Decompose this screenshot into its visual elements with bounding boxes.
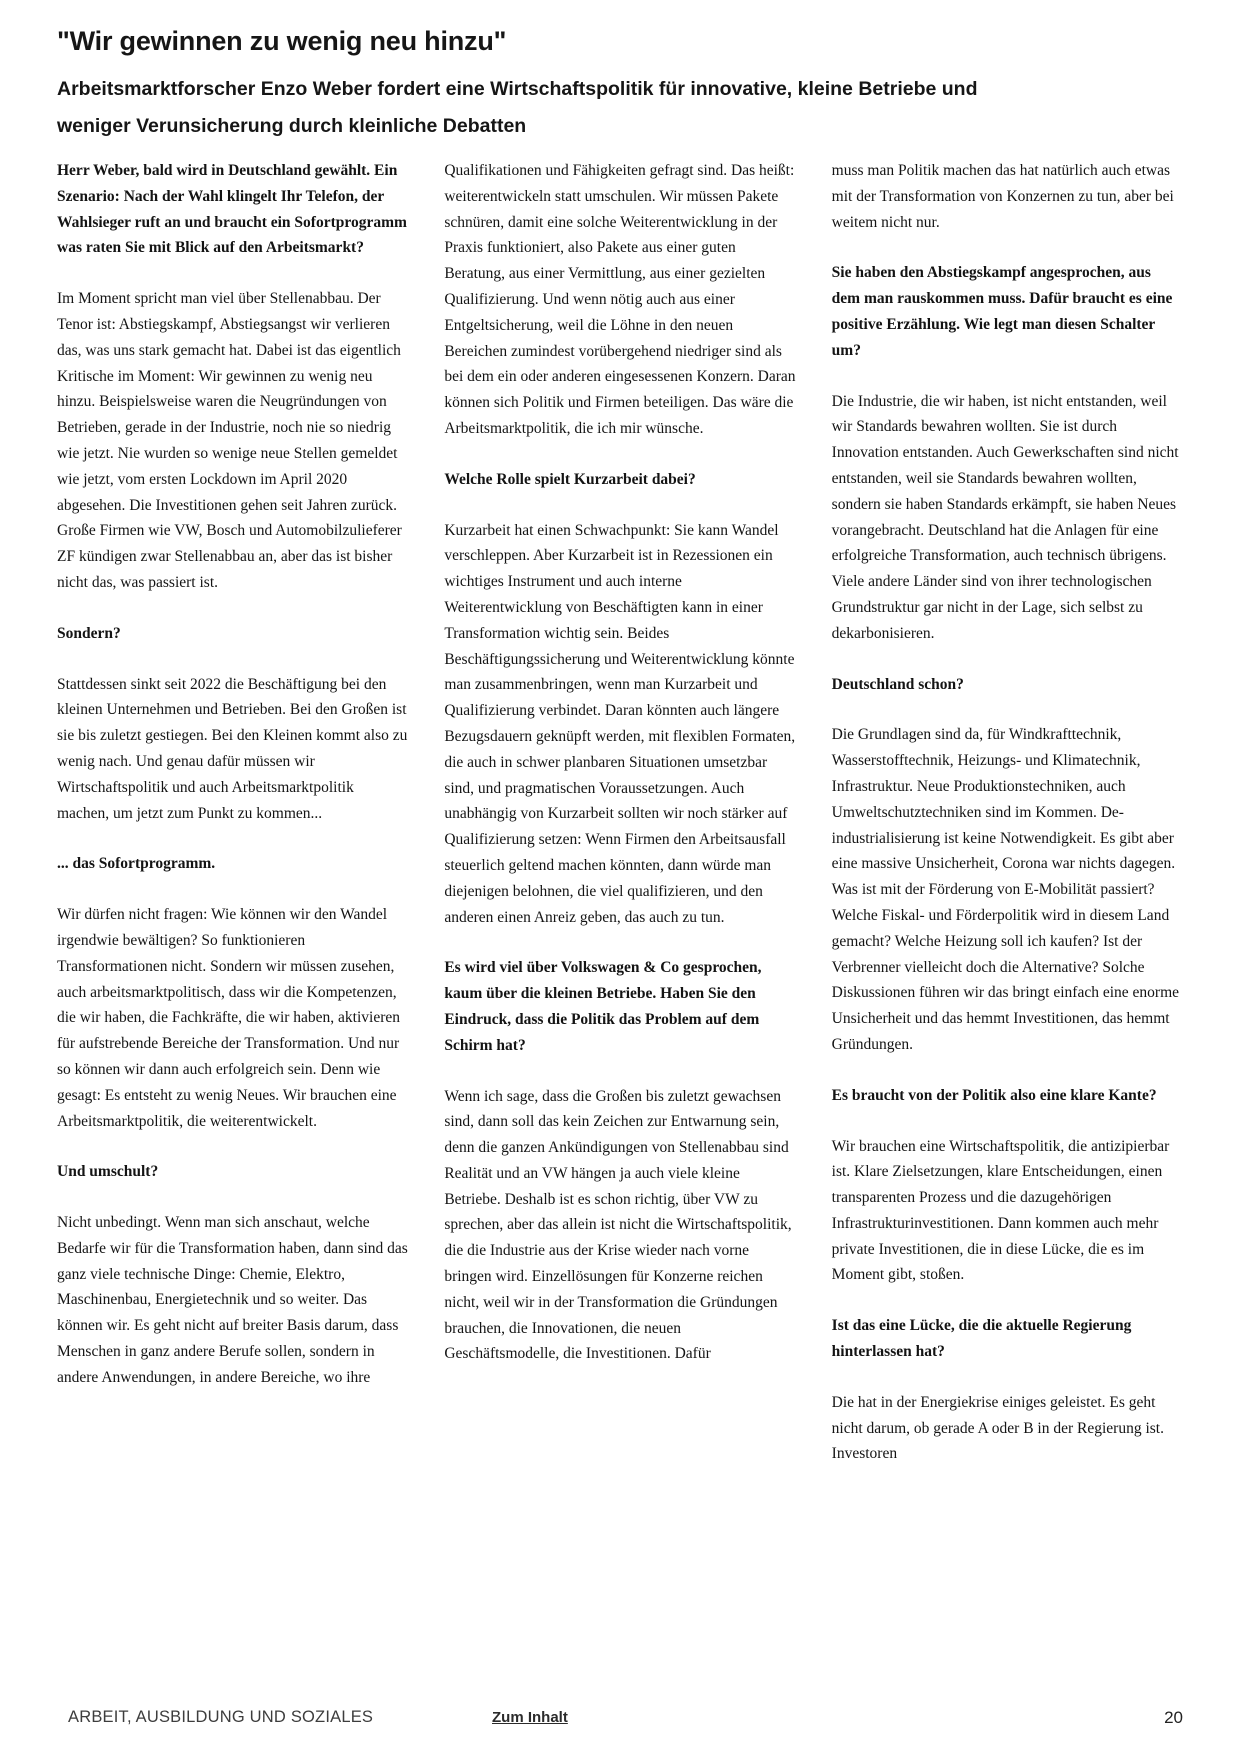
page-subtitle: Arbeitsmarktforscher Enzo Weber fordert eine Wirtschaftspolitik für innovative, kleine Betriebe und weniger Verunsicherung durch kleinliche Debatten <box>57 78 978 137</box>
interview-question: Sie haben den Abstiegskampf angesprochen, aus dem man rauskommen muss. Dafür braucht es eine positive Erzählung. Wie legt man diesen Schalter um? <box>831 264 1173 359</box>
interview-question: Ist das eine Lücke, die die aktuelle Regierung hinterlassen hat? <box>831 1317 1132 1361</box>
interview-answer: Wir brauchen eine Wirtschaftspolitik, die antizipierbar ist. Klare Zielsetzungen, klare Entscheidungen, einen transparenten Prozess und die dazugehörigen Infrastrukturinvestitionen. Dann kommen auch mehr private Investitionen, die in diese Lücke, die es im Moment gibt, stoßen. <box>831 1137 1170 1284</box>
interview-answer: Nicht unbedingt. Wenn man sich anschaut, welche Bedarfe wir für die Transformation haben, dann sind das ganz viele technische Dinge: Chemie, Elektro, Maschinenbau, Energietechnik und so weiter. Das können wir. Es geht nicht auf breiter Basis darum, dass Menschen in ganz andere Berufe sollen, sondern in andere Anwendungen, in andere Bereiche, wo ihre <box>57 1214 408 1386</box>
interview-question: ... das Sofortprogramm. <box>57 855 216 873</box>
footer-section-label: ARBEIT, AUSBILDUNG UND SOZIALES <box>68 1708 374 1726</box>
interview-answer: Im Moment spricht man viel über Stellenabbau. Der Tenor ist: Abstiegskampf, Abstiegsangst wir verlieren das, was uns stark gemacht hat. Dabei ist das eigentlich Kritische im Moment: Wir gewinnen zu wenig neu hinzu. Beispielsweise waren die Neugründungen von Betrieben, gerade in der Industrie, noch nie so niedrig wie jetzt. Nie wurden so wenige neue Stellen gemeldet wie jetzt, vom ersten Lockdown im April 2020 abgesehen. Die Investitionen gehen seit Jahren zurück. Große Firmen wie VW, Bosch und Automobilzulieferer ZF kündigen zwar Stellenabbau an, aber das ist bisher nicht das, was passiert ist. <box>57 290 402 591</box>
interview-answer: Stattdessen sinkt seit 2022 die Beschäftigung bei den kleinen Unternehmen und Betrieben. Bei den Großen ist sie bis zuletzt gestiegen. Bei den Kleinen kommt also zu wenig nach. Und genau dafür müssen wir Wirtschaftspolitik und auch Arbeitsmarktpolitik machen, um jetzt zum Punkt zu kommen... <box>57 675 408 822</box>
interview-question: Sondern? <box>57 624 121 642</box>
interview-answer: Die Industrie, die wir haben, ist nicht entstanden, weil wir Standards bewahren wollten. Sie ist durch Innovation entstanden. Auch Gewerkschaften sind nicht entstanden, weil sie Standards bewahren wollten, sondern sie haben Standards erkämpft, sie haben Neues vorangebracht. Deutschland hat die Anlagen für eine erfolgreiche Transformation, auch technisch übrigens. Viele andere Länder sind von ihrer technologischen Grundstruktur gar nicht in der Lage, sich selbst zu dekarbonisieren. <box>831 392 1179 642</box>
column-1 <box>57 158 408 1658</box>
interview-answer: Qualifikationen und Fähigkeiten gefragt sind. Das heißt: weiterentwickeln statt umschulen. Wir müssen Pakete schnüren, damit eine solche Weiterentwicklung in der Praxis funktioniert, also Pakete aus einer guten Beratung, aus einer Vermittlung, aus einer gezielten Qualifizierung. Und wenn nötig auch aus einer Entgeltsicherung, weil die Löhne in den neuen Bereichen zumindest vorübergehend niedriger sind als bei dem ein oder anderen eingesessenen Konzern. Daran können sich Politik und Firmen beteiligen. Das wäre die Arbeitsmarktpolitik, die ich mir wünsche. <box>444 162 796 437</box>
page-title: "Wir gewinnen zu wenig neu hinzu" <box>57 26 507 56</box>
interview-question: Deutschland schon? <box>831 675 964 693</box>
page-footer <box>0 1708 1240 1732</box>
interview-question: Und umschult? <box>57 1163 159 1181</box>
column-2 <box>444 158 795 1658</box>
page-number: 20 <box>1164 1708 1183 1727</box>
interview-answer: Wir dürfen nicht fragen: Wie können wir den Wandel irgendwie bewältigen? So funktionieren Transformationen nicht. Sondern wir müssen zusehen, auch arbeitsmarktpolitisch, dass wir die Kompetenzen, die wir haben, die Fachkräfte, die wir haben, aktivieren für aufstrebende Bereiche der Transformation. Und nur so können wir dann auch erfolgreich sein. Denn wie gesagt: Es entsteht zu wenig Neues. Wir brauchen eine Arbeitsmarktpolitik, die weiterentwickelt. <box>57 906 401 1130</box>
article-body <box>0 158 1240 1658</box>
interview-question: Herr Weber, bald wird in Deutschland gewählt. Ein Szenario: Nach der Wahl klingelt Ihr Telefon, der Wahlsieger ruft an und braucht ein Sofortprogramm was raten Sie mit Blick auf den Arbeitsmarkt? <box>57 162 407 257</box>
interview-question: Es braucht von der Politik also eine klare Kante? <box>831 1086 1157 1104</box>
zum-inhalt-link[interactable]: Zum Inhalt <box>492 1709 568 1726</box>
interview-answer: muss man Politik machen das hat natürlich auch etwas mit der Transformation von Konzernen zu tun, aber bei weitem nicht nur. <box>831 162 1174 231</box>
article-header <box>0 0 1240 145</box>
interview-question: Welche Rolle spielt Kurzarbeit dabei? <box>444 470 696 488</box>
interview-answer: Wenn ich sage, dass die Großen bis zuletzt gewachsen sind, dann soll das kein Zeichen zur Entwarnung sein, denn die ganzen Ankündigungen von Stellenabbau sind Realität und an VW hängen ja auch viele kleine Betriebe. Deshalb ist es schon richtig, über VW zu sprechen, aber das allein ist nicht die Wirtschaftspolitik, die die Industrie aus der Krise wieder nach vorne bringen wird. Einzellösungen für Konzerne reichen nicht, weil wir in der Transformation die Gründungen brauchen, die Innovationen, die neuen Geschäftsmodelle, die Investitionen. Dafür <box>444 1087 792 1363</box>
interview-answer: Die Grundlagen sind da, für Windkrafttechnik, Wasserstofftechnik, Heizungs- und Klimatechnik, Infrastruktur. Neue Produktionstechniken, auch Umweltschutztechniken sind im Kommen. De- industrialisierung ist keine Notwendigkeit. Es gibt aber eine massive Unsicherheit, Corona war nichts dagegen. Was ist mit der Förderung von E-Mobilität passiert? Welche Fiskal- und Förderpolitik wird in diesem Land gemacht? Welche Heizung soll ich kaufen? Ist der Verbrenner vielleicht doch die Alternative? Solche Diskussionen führen wir das bringt einfach eine enorme Unsicherheit und das hemmt Investitionen, das hemmt Gründungen. <box>831 726 1180 1053</box>
interview-question: Es wird viel über Volkswagen & Co gesprochen, kaum über die kleinen Betriebe. Haben Sie den Eindruck, dass die Politik das Problem auf dem Schirm hat? <box>444 959 762 1054</box>
interview-answer: Die hat in der Energiekrise einiges geleistet. Es geht nicht darum, ob gerade A oder B in der Regierung ist. Investoren <box>831 1393 1164 1463</box>
interview-answer: Kurzarbeit hat einen Schwachpunkt: Sie kann Wandel verschleppen. Aber Kurzarbeit ist in Rezessionen ein wichtiges Instrument und auch interne Weiterentwicklung von Beschäftigten kann in einer Transformation wichtig sein. Beides Beschäftigungssicherung und Weiterentwicklung könnte man zusammenbringen, wenn man Kurzarbeit und Qualifizierung verbindet. Daran könnten auch längere Bezugsdauern geknüpft werden, mit flexiblen Formaten, die auch in schwer planbaren Situationen umsetzbar sind, und pragmatischen Voraussetzungen. Auch unabhängig von Kurzarbeit sollten wir noch stärker auf Qualifizierung setzen: Wenn Firmen den Arbeitsausfall steuerlich geltend machen könnten, dann würde man diejenigen belohnen, die viel qualifizieren, und den anderen einen Anreiz geben, das auch zu tun. <box>444 521 796 926</box>
column-3 <box>832 158 1183 1658</box>
